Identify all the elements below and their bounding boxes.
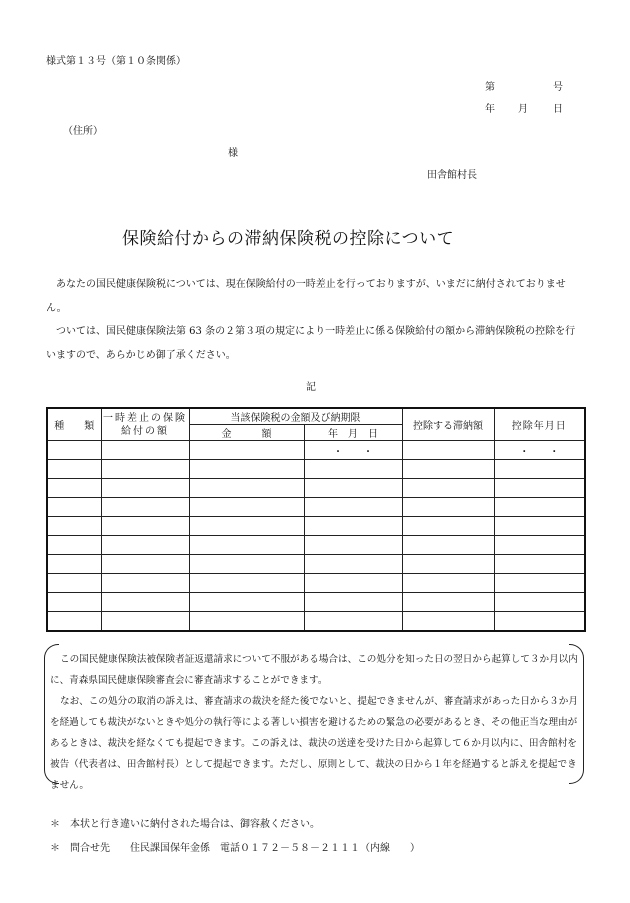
notice-paragraph-2: なお、この処分の取消の訴えは、審査請求の裁決を経た後でないと、提起できませんが、審査請求があった日から３か月を経過しても裁決がないときや処分の執行等による著しい損害を避けるための緊急の必要があるとき、その他正当な理由があるときは、裁決を経なくても提起できます。この訴えは、裁決の送達を受けた日から起算して６か月以内に、田舎館村を被告（代表者は、田舎館村長）として提起できます。ただし、原則として、裁決の日から１年を経過すると訴えを提起できません。: [50, 696, 578, 791]
table-cell: [304, 460, 402, 479]
table-row: [47, 460, 585, 479]
table-cell: [101, 479, 189, 498]
table-cell: [47, 593, 101, 612]
table-row: [47, 498, 585, 517]
table-cell: [494, 593, 585, 612]
table-cell: [47, 441, 101, 460]
table-cell: [494, 479, 585, 498]
header-deduct-date: 控除年月日: [494, 408, 585, 441]
header-tax-amount-deadline: 当該保険税の金額及び納期限: [189, 408, 402, 425]
page-title: 保険給付からの滞納保険税の控除について: [122, 229, 455, 249]
table-cell: [402, 498, 494, 517]
table-cell: [304, 574, 402, 593]
table-cell: [189, 460, 304, 479]
table-cell: [304, 479, 402, 498]
table-cell: [494, 460, 585, 479]
table-cell: [189, 498, 304, 517]
notice-paragraph-1: この国民健康保険法被保険者証返還請求について不服がある場合は、この処分を知った日の翌日から起算して３か月以内に、青森県国民健康保険審査会に審査請求することができます。: [50, 654, 578, 686]
table-cell: [494, 498, 585, 517]
table-cell: [189, 574, 304, 593]
table-cell: [402, 460, 494, 479]
table-cell: [47, 517, 101, 536]
table-cell: [304, 498, 402, 517]
table-cell: [47, 479, 101, 498]
address-label: （住所）: [63, 126, 103, 137]
sender-name: 田舎館村長: [427, 170, 477, 181]
table-row: [47, 441, 585, 460]
table-body: [47, 441, 585, 632]
table-cell: [47, 555, 101, 574]
table-cell: [402, 479, 494, 498]
header-kind: 種 類: [47, 408, 101, 441]
table-cell: [189, 479, 304, 498]
table-row: [47, 612, 585, 632]
header-suspended-amount: 一時差止の保険給付の額: [101, 408, 189, 441]
table-cell: [402, 612, 494, 632]
date-dots-cell: ・ ・: [494, 441, 585, 460]
table-cell: [304, 517, 402, 536]
header-deduct-amount: 控除する滞納額: [402, 408, 494, 441]
doc-number-dai: 第: [485, 82, 495, 93]
form-number: 様式第１３号（第１０条関係）: [46, 56, 186, 67]
table-cell: [101, 460, 189, 479]
table-cell: [402, 536, 494, 555]
table-cell: [47, 498, 101, 517]
table-cell: [101, 574, 189, 593]
table-cell: [189, 536, 304, 555]
table-cell: [189, 555, 304, 574]
header-date: 年 月 日: [304, 425, 402, 441]
table-row: [47, 479, 585, 498]
table-cell: [304, 593, 402, 612]
body-paragraph-2: ついては、国民健康保険法第 63 条の２第３項の規定により一時差止に係る保険給付の額から滞納保険税の控除を行いますので、あらかじめ御了承ください。: [46, 326, 576, 361]
table-cell: [304, 555, 402, 574]
recipient-sama: 様: [228, 148, 238, 159]
table-cell: [47, 536, 101, 555]
contact-info: ＊ 問合せ先 住民課国保年金係 電話０１７２－５８－２１１１（内線 ）: [50, 843, 420, 854]
table-cell: [101, 555, 189, 574]
header-amount: 金 額: [189, 425, 304, 441]
table-cell: [494, 555, 585, 574]
table-cell: [189, 517, 304, 536]
table-cell: [47, 574, 101, 593]
table-row: [47, 574, 585, 593]
appeal-notice-text: [50, 649, 578, 796]
table-cell: [402, 574, 494, 593]
table-cell: [189, 441, 304, 460]
table-cell: [47, 612, 101, 632]
table-cell: [101, 593, 189, 612]
date-day: 日: [553, 104, 563, 115]
table-row: [47, 536, 585, 555]
body-paragraph-1: あなたの国民健康保険税については、現在保険給付の一時差止を行っておりますが、いまだに納付されておりません。: [46, 279, 566, 314]
table-cell: [494, 517, 585, 536]
table-cell: [47, 460, 101, 479]
table-cell: [189, 593, 304, 612]
table-row: [47, 555, 585, 574]
table-row: [47, 593, 585, 612]
table-cell: [494, 574, 585, 593]
table-cell: [402, 441, 494, 460]
table-cell: [101, 498, 189, 517]
table-cell: [402, 593, 494, 612]
table-cell: [101, 612, 189, 632]
date-month: 月: [518, 104, 528, 115]
table-cell: [101, 441, 189, 460]
appeal-notice-box: [44, 644, 584, 791]
payment-note: ＊ 本状と行き違いに納付された場合は、御容赦ください。: [50, 819, 320, 830]
table-cell: [101, 517, 189, 536]
table-row: [47, 517, 585, 536]
table-cell: [402, 517, 494, 536]
table-cell: [402, 555, 494, 574]
table-cell: [494, 612, 585, 632]
table-cell: [304, 536, 402, 555]
table-cell: [189, 612, 304, 632]
date-dots-cell: ・ ・: [304, 441, 402, 460]
date-year: 年: [485, 104, 495, 115]
table-cell: [304, 612, 402, 632]
table-cell: [494, 536, 585, 555]
table-cell: [101, 536, 189, 555]
deduction-table: [46, 407, 586, 632]
doc-number-go: 号: [553, 82, 563, 93]
ki-heading: 記: [306, 382, 316, 393]
